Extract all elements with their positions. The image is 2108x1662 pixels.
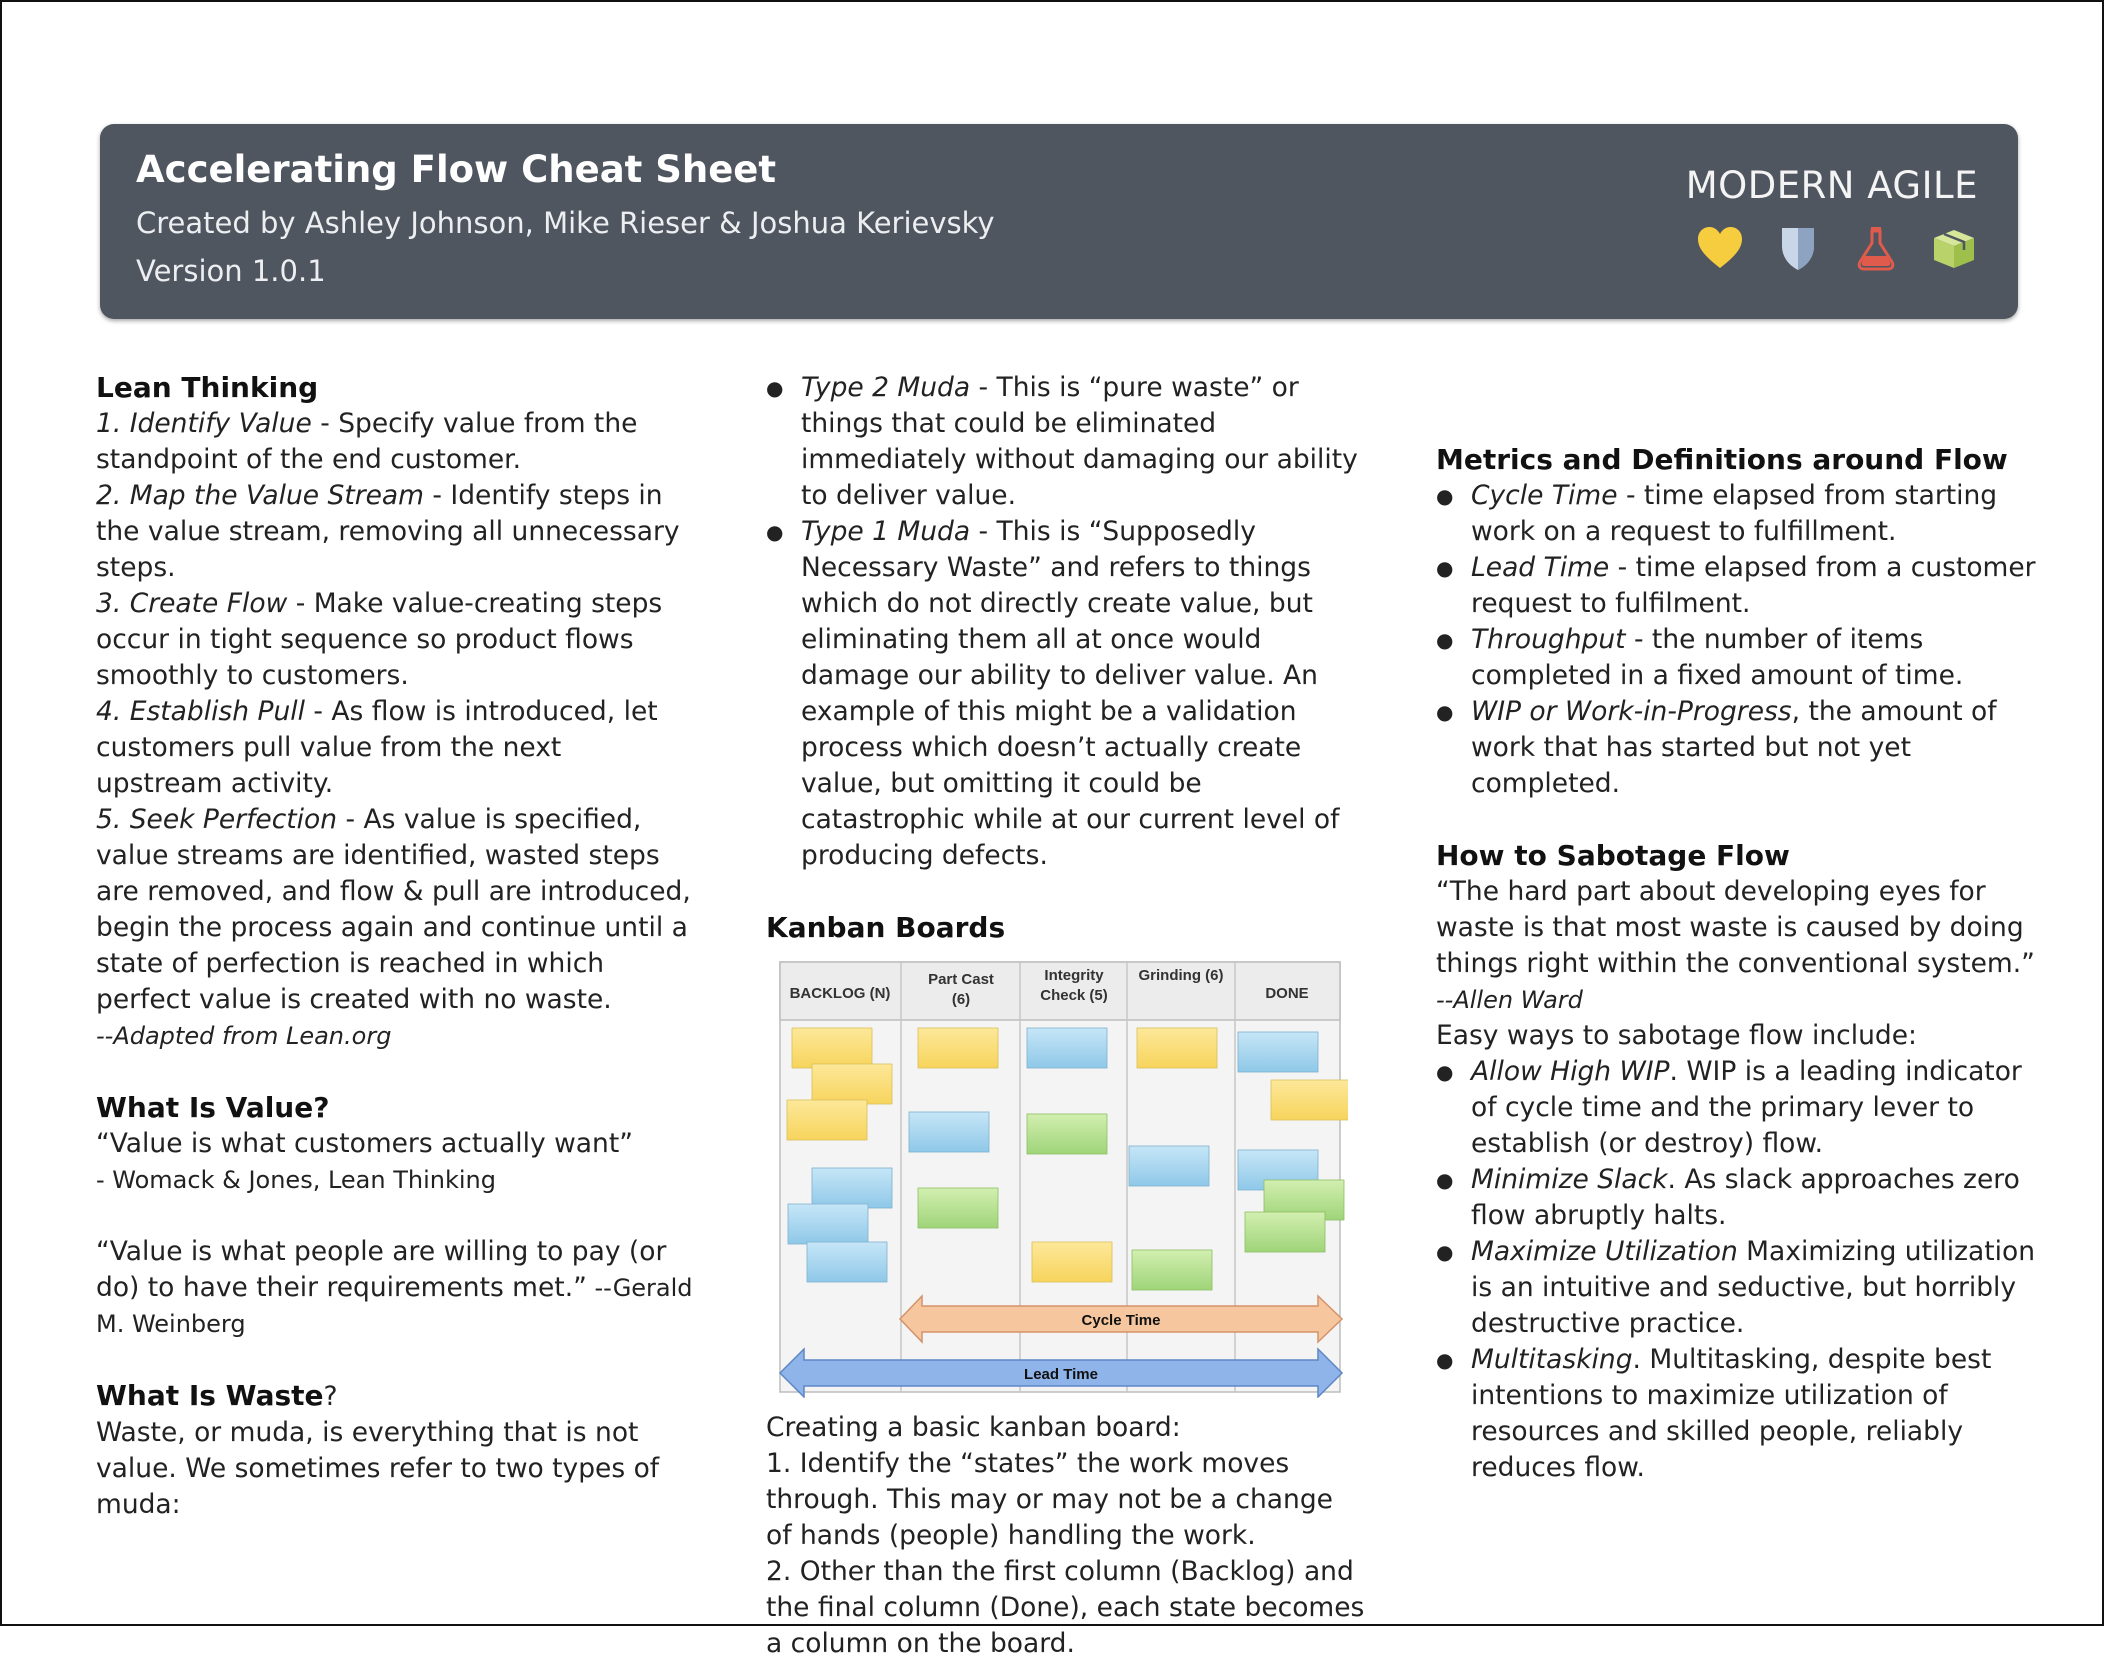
lean-thinking-heading: Lean Thinking [96, 371, 319, 404]
lead-time-arrow-label: Lead Time [1024, 1366, 1098, 1383]
kanban-heading: Kanban Boards [766, 911, 1006, 944]
metrics-heading: Metrics and Definitions around Flow [1436, 443, 2008, 476]
sabotage-quote: “The hard part about developing eyes for waste is that most waste is caused by doing things right within the conventional system.” [1436, 876, 2035, 979]
kanban-col-backlog: BACKLOG (N) [789, 985, 891, 1002]
list-item: ● Lead Time - time elapsed from a customer request to fulfilment. [1436, 550, 2036, 622]
kanban-col-grinding: Grinding (6) [1138, 967, 1224, 984]
list-item: ● Allow High WIP. WIP is a leading indicator of cycle time and the primary lever to establish (or destroy) flow. [1436, 1054, 2036, 1162]
muda-list [766, 370, 1366, 874]
brand-logo-text: MODERN AGILE [1685, 164, 1978, 207]
flask-icon [1852, 224, 1900, 272]
sabotage-intro: Easy ways to sabotage flow include: [1436, 1020, 1917, 1051]
list-item: ● Maximize Utilization Maximizing utilization is an intuitive and seductive, but horribly destructive practice. [1436, 1234, 2036, 1342]
value-attribution-1: - Womack & Jones, Lean Thinking [96, 1166, 496, 1194]
brand-icons [1696, 224, 1978, 272]
list-item: ● Type 1 Muda - This is “Supposedly Necessary Waste” and refers to things which do not directly create value, but eliminating them all at once would damage our ability to deliver value. An example of this might be a validation process which doesn’t actually create value, but omitting it could be catastrophic while at our current level of producing defects. [766, 514, 1366, 874]
shield-icon [1774, 224, 1822, 272]
version-label: Version 1.0.1 [136, 254, 326, 288]
kanban-col-integrity-count: Check (5) [1040, 987, 1108, 1004]
lean-item: 1. Identify Value - Specify value from the standpoint of the end customer. [96, 408, 638, 475]
kanban-col-integrity: Integrity [1044, 967, 1104, 984]
value-quote-1: “Value is what customers actually want” [96, 1128, 633, 1159]
box-icon [1930, 224, 1978, 272]
list-item: ● Minimize Slack. As slack approaches zero flow abruptly halts. [1436, 1162, 2036, 1234]
what-is-value-heading: What Is Value? [96, 1091, 330, 1124]
cycle-time-arrow-label: Cycle Time [1081, 1312, 1161, 1329]
column-right [1436, 442, 2036, 1486]
header-banner [100, 124, 2018, 319]
list-item: ● Cycle Time - time elapsed from starting work on a request to fulfillment. [1436, 478, 2036, 550]
column-left [96, 370, 696, 1523]
sabotage-heading: How to Sabotage Flow [1436, 839, 1790, 872]
kanban-intro: Creating a basic kanban board: [766, 1412, 1181, 1443]
kanban-col-part-cast: Part Cast [928, 971, 994, 988]
heart-icon [1696, 224, 1744, 272]
kanban-step-1: 1. Identify the “states” the work moves through. This may or may not be a change of hands (people) handling the work. [766, 1448, 1333, 1551]
kanban-col-done: DONE [1265, 985, 1309, 1002]
what-is-waste-heading: What Is Waste? [96, 1379, 338, 1412]
sabotage-attribution: --Allen Ward [1436, 986, 1583, 1014]
lean-source: --Adapted from Lean.org [96, 1022, 392, 1050]
column-middle [766, 370, 1366, 1662]
kanban-col-part-cast-count: (6) [951, 991, 971, 1008]
sabotage-list [1436, 1054, 2036, 1486]
list-item: ● Type 2 Muda - This is “pure waste” or things that could be eliminated immediately without damaging our ability to deliver value. [766, 370, 1366, 514]
list-item: ● WIP or Work-in-Progress, the amount of work that has started but not yet completed. [1436, 694, 2036, 802]
lean-item: 2. Map the Value Stream - Identify steps in the value stream, removing all unnecessary steps. [96, 480, 680, 583]
waste-definition: Waste, or muda, is everything that is not value. We sometimes refer to two types of muda: [96, 1417, 660, 1520]
kanban-step-2: 2. Other than the first column (Backlog) and the final column (Done), each state becomes a column on the board. [766, 1556, 1365, 1659]
value-attribution-2: --Gerald M. Weinberg [96, 1274, 693, 1338]
value-quote-2: “Value is what people are willing to pay (or do) to have their requirements met.” --Gerald M. Weinberg [96, 1236, 693, 1338]
lean-item: 4. Establish Pull - As flow is introduced, let customers pull value from the next upstream activity. [96, 696, 658, 799]
authors-line: Created by Ashley Johnson, Mike Rieser & Joshua Kerievsky [136, 206, 995, 240]
lean-item: 3. Create Flow - Make value-creating steps occur in tight sequence so product flows smoothly to customers. [96, 588, 663, 691]
kanban-board-image [772, 956, 1348, 1398]
list-item: ● Multitasking. Multitasking, despite best intentions to maximize utilization of resources and skilled people, reliably reduces flow. [1436, 1342, 2036, 1486]
list-item: ● Throughput - the number of items completed in a fixed amount of time. [1436, 622, 2036, 694]
metrics-list [1436, 478, 2036, 802]
lean-item: 5. Seek Perfection - As value is specified, value streams are identified, wasted steps are removed, and flow & pull are introduced, begin the process again and continue until a state of perfection is reached in which perfect value is created with no waste. [96, 804, 691, 1015]
page-title: Accelerating Flow Cheat Sheet [136, 148, 777, 191]
